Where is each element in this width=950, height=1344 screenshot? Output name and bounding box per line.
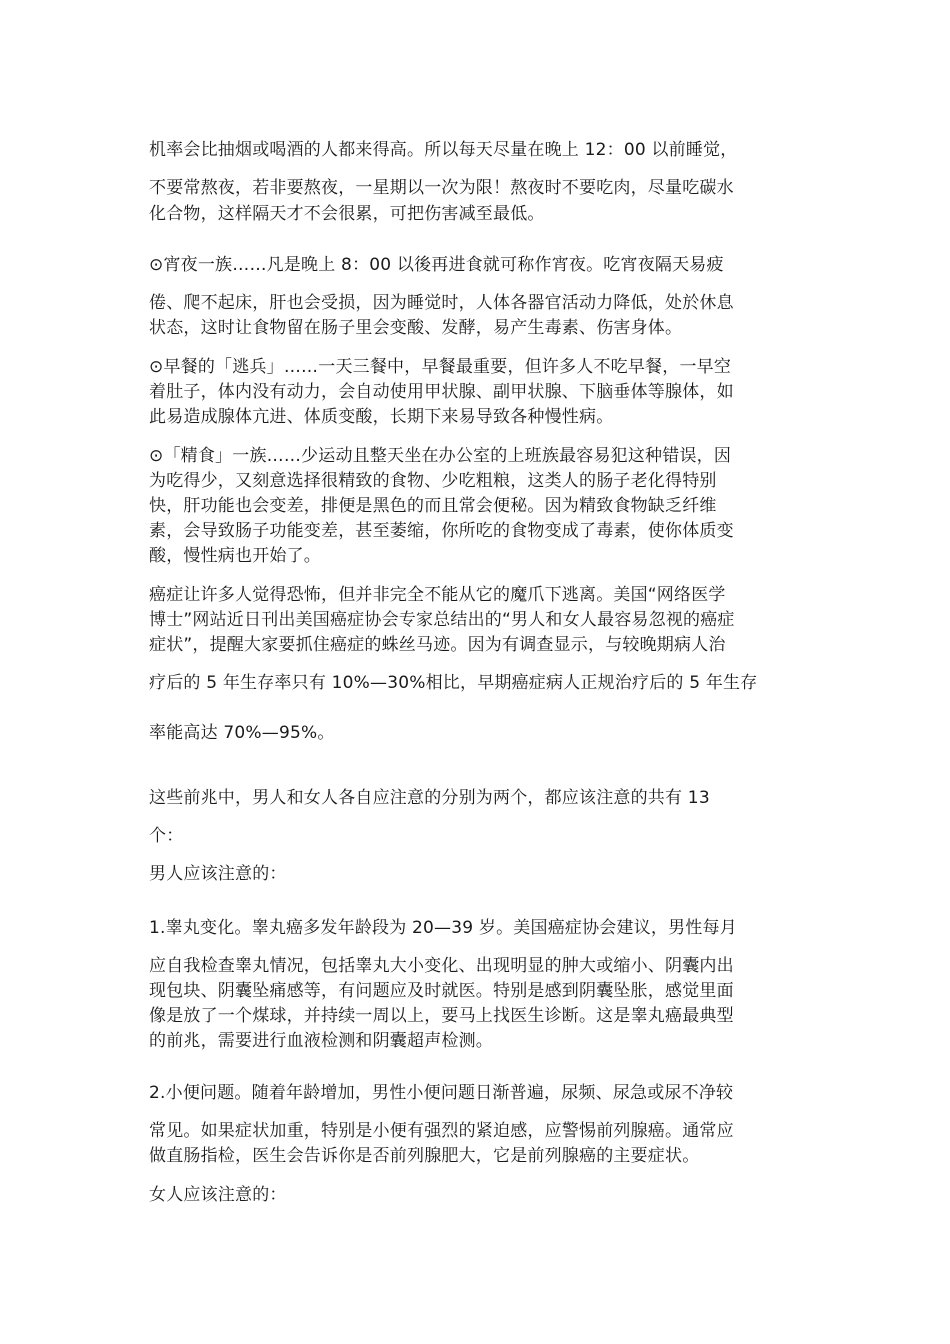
text-line: 机率会比抽烟或喝酒的人都来得高。所以每天尽量在晚上 12：00 以前睡觉， [149, 140, 738, 160]
text-line: 着肚子，体内没有动力，会自动使用甲状腺、副甲状腺、下脑垂体等腺体，如 [149, 382, 734, 402]
text-line: 状态，这时让食物留在肠子里会变酸、发酵，易产生毒素、伤害身体。 [149, 318, 683, 338]
text-line: 疗后的 5 年生存率只有 10%—30%相比，早期癌症病人正规治疗后的 5 年生存 [149, 673, 758, 693]
text-line: 博士”网站近日刊出美国癌症协会专家总结出的“男人和女人最容易忽视的癌症 [149, 610, 735, 630]
section-heading-men: 男人应该注意的： [149, 864, 287, 884]
text-line: 应自我检查睾丸情况，包括睾丸大小变化、出现明显的肿大或缩小、阴囊内出 [149, 956, 734, 976]
text-line: 癌症让许多人觉得恐怖，但并非完全不能从它的魔爪下逃离。美国“网络医学 [149, 585, 726, 605]
text-line: 症状”，提醒大家要抓住癌症的蛛丝马迹。因为有调查显示，与较晚期病人治 [149, 635, 726, 655]
text-line: ⊙宵夜一族……凡是晚上 8：00 以後再进食就可称作宵夜。吃宵夜隔天易疲 [149, 255, 724, 275]
text-line: 倦、爬不起床，肝也会受损，因为睡觉时，人体各器官活动力降低，处於休息 [149, 293, 734, 313]
text-line: 素，会导致肠子功能变差，甚至萎缩，你所吃的食物变成了毒素，使你体质变 [149, 521, 734, 541]
text-line: 酸，慢性病也开始了。 [149, 546, 321, 566]
text-line: 为吃得少，又刻意选择很精致的食物、少吃粗粮，这类人的肠子老化得特别 [149, 471, 717, 491]
section-heading-women: 女人应该注意的： [149, 1185, 287, 1205]
text-line: 这些前兆中，男人和女人各自应注意的分别为两个，都应该注意的共有 13 [149, 788, 710, 808]
text-line: ⊙早餐的「逃兵」……一天三餐中，早餐最重要，但许多人不吃早餐，一早空 [149, 357, 732, 377]
text-line: 快，肝功能也会变差，排便是黑色的而且常会便秘。因为精致食物缺乏纤维 [149, 496, 717, 516]
text-line: 1.睾丸变化。睾丸癌多发年龄段为 20—39 岁。美国癌症协会建议，男性每月 [149, 918, 737, 938]
text-line: 不要常熬夜，若非要熬夜，一星期以一次为限！熬夜时不要吃肉，尽量吃碳水 [149, 178, 734, 198]
text-line: 常见。如果症状加重，特别是小便有强烈的紧迫感，应警惕前列腺癌。通常应 [149, 1121, 734, 1141]
text-line: 个： [149, 826, 184, 846]
text-line: 像是放了一个煤球，并持续一周以上，要马上找医生诊断。这是睾丸癌最典型 [149, 1006, 734, 1026]
text-line: 现包块、阴囊坠痛感等，有问题应及时就医。特别是感到阴囊坠胀，感觉里面 [149, 981, 734, 1001]
text-line: 化合物，这样隔天才不会很累，可把伤害减至最低。 [149, 204, 545, 224]
text-line: ⊙「精食」一族……少运动且整天坐在办公室的上班族最容易犯这种错误，因 [149, 446, 732, 466]
text-line: 率能高达 70%—95%。 [149, 723, 335, 743]
text-line: 2.小便问题。随着年龄增加，男性小便问题日渐普遍，尿频、尿急或尿不净较 [149, 1083, 734, 1103]
text-line: 此易造成腺体亢进、体质变酸，长期下来易导致各种慢性病。 [149, 407, 614, 427]
text-line: 做直肠指检，医生会告诉你是否前列腺肥大，它是前列腺癌的主要症状。 [149, 1146, 700, 1166]
text-line: 的前兆，需要进行血液检测和阴囊超声检测。 [149, 1031, 493, 1051]
